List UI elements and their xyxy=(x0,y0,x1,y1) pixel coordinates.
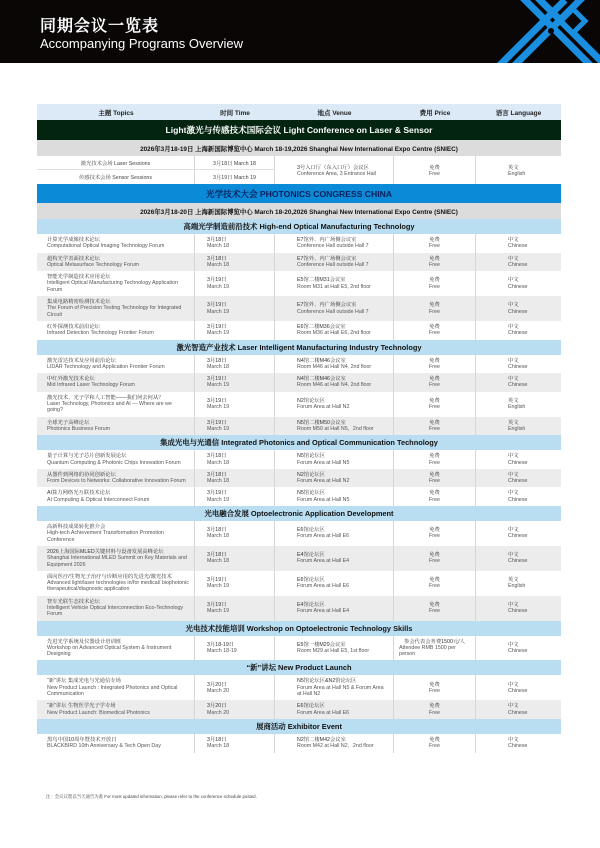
sections-container xyxy=(37,219,561,753)
language-cell: 中文 Chinese xyxy=(508,527,528,540)
page-header xyxy=(0,0,600,63)
time-cell: 3月18日 March 18 xyxy=(195,450,275,469)
price-cell: 免费 Free xyxy=(394,271,476,296)
venue-cell: N5馆二楼M50会议室 Room M50 at Hall N5，2nd floor xyxy=(275,417,394,436)
time-cell: 3月19日 March 19 xyxy=(195,417,275,436)
venue-cell: E4馆论坛区 Forum Area at Hall E4 xyxy=(275,546,394,571)
venue-cell: N5馆论坛区&N2馆论坛区 Forum Area at Hall N5 & Forum Area at Hall N2 xyxy=(275,675,394,700)
table-row xyxy=(37,355,561,374)
time-cell: 3月19日 March 19 xyxy=(195,271,275,296)
section-title: 展商活动 Exhibitor Event xyxy=(37,719,561,734)
language-cell: 中文 Chinese xyxy=(508,357,528,370)
language-cell: 中文 Chinese xyxy=(508,552,528,565)
table-row xyxy=(37,596,561,621)
table-row xyxy=(37,675,561,700)
time-cell: 3月18日 March 18 xyxy=(195,234,275,253)
table-row xyxy=(37,234,561,253)
language-cell: 中文 Chinese xyxy=(508,681,528,694)
table-row xyxy=(37,271,561,296)
price-cell: 免费 Free xyxy=(394,373,476,392)
time-cell: 3月19日 March 19 xyxy=(195,487,275,506)
light-conference-title: Light激光与传感技术国际会议 Light Conference on Laser & Sensor xyxy=(37,120,561,140)
price-cell: 免费 Free xyxy=(394,469,476,488)
section-title: 高端光学制造前沿技术 High-end Optical Manufacturing Technology xyxy=(37,219,561,234)
price-cell: 免费 Free xyxy=(394,321,476,340)
table-row xyxy=(37,321,561,340)
price-cell: 免费 Free xyxy=(394,253,476,272)
language-cell: 中文 Chinese xyxy=(508,471,528,485)
table-row xyxy=(37,373,561,392)
venue-cell: E7馆外、内广场侧会议室 Conference Hall outside Hall 7 xyxy=(275,253,394,272)
diamond-pattern-logo-icon xyxy=(490,0,600,63)
section-title: 光电融合发展 Optoelectronic Application Development xyxy=(37,506,561,521)
time-cell: 3月20日 March 20 xyxy=(195,675,275,700)
time-cell: 3月18-19日 March 18-19 xyxy=(195,636,275,661)
topic-cell: 超构光学表面技术论坛 Optical Metasurface Technology Forum xyxy=(37,253,195,272)
price-cell: 免费 Free xyxy=(394,675,476,700)
price-cell: 免费 Free xyxy=(394,521,476,546)
topic-cell: 黑鸟中国10周年暨技术开放日 BLACKBIRD 10th Anniversary & Tech Open Day xyxy=(37,734,195,753)
time-cell: 3月19日 March 19 xyxy=(195,373,275,392)
time-cell: 3月19日 March 19 xyxy=(195,596,275,621)
venue-cell: N5馆论坛区 Forum Area at Hall N5 xyxy=(275,487,394,506)
topic-cell: 全球光子高峰论坛 Photonics Business Forum xyxy=(37,417,195,436)
table-row xyxy=(37,571,561,596)
topic-cell: AI算力网络光互联技术论坛 AI Computing & Optical Interconnect Forum xyxy=(37,487,195,506)
venue-cell: E5馆一楼M29会议室 Room M29 at Hall E5, 1st floor xyxy=(275,636,394,661)
price-cell: 免费 Free xyxy=(394,700,476,719)
photonics-congress-title: 光学技术大会 PHOTONICS CONGRESS CHINA xyxy=(37,184,561,203)
topic-cell: 从器件到网络的协同创新论坛 From Devices to Networks: Collaborative Innovation Forum xyxy=(37,469,195,488)
photonics-congress-date-venue: 2026年3月18-20日 上海新国际博览中心 March 18-20,2026 Shanghai New International Expo Centre (SNIEC) xyxy=(37,203,561,219)
table-row xyxy=(37,700,561,719)
session-time: 3月19日 March 19 xyxy=(195,170,275,184)
col-price: 费用 Price xyxy=(419,109,451,117)
price-cell: 免费 Free xyxy=(394,487,476,506)
col-venue: 地点 Venue xyxy=(317,109,352,117)
price-cell: 免费 Free xyxy=(394,392,476,417)
price-cell: 免费 Free xyxy=(394,546,476,571)
language-cell: 中文 Chinese xyxy=(508,277,528,290)
table-row xyxy=(37,392,561,417)
venue-cell: E7馆外、内广场侧会议室 Conference Hall outside Hall 7 xyxy=(275,296,394,321)
language-cell: 中文 Chinese xyxy=(508,736,528,750)
time-cell: 3月19日 March 19 xyxy=(195,296,275,321)
topic-cell: 智车光联生态技术论坛 Intelligent Vehicle Optical Interconnection Eco-Technology Forum xyxy=(37,596,195,621)
topic-cell: 量子计算与光子芯片创新发展论坛 Quantum Computing & Photonic Chips Innovation Forum xyxy=(37,450,195,469)
topic-cell: 红外探测技术前沿论坛 Infrared Detection Technology Frontier Forum xyxy=(37,321,195,340)
language-cell: 英文 English xyxy=(508,576,526,590)
topic-cell: 2026上海国际MLED关键材料与设备发展高峰论坛 Shanghai International MLED Summit on Key Materials and Equipment 2026 xyxy=(37,546,195,571)
language-cell: 英文 English xyxy=(508,397,526,411)
price-cell: 免费 Free xyxy=(394,234,476,253)
section-title: 激光智造产业技术 Laser Intelligent Manufacturing Industry Technology xyxy=(37,340,561,355)
table-row xyxy=(37,521,561,546)
venue-cell: E5馆二楼M31会议室 Room M31 at Hall E5, 2nd floor xyxy=(275,271,394,296)
session-language: 英文 English xyxy=(508,165,526,177)
table-row xyxy=(37,487,561,506)
programs-table xyxy=(37,104,561,753)
venue-cell: E6馆论坛区 Forum Area at Hall E6 xyxy=(275,700,394,719)
venue-cell: N2馆二楼M42会议室 Room M42 at Hall N2，2nd floor xyxy=(275,734,394,753)
venue-cell: E6馆二楼M36会议室 Room M36 at Hall E6, 2nd floor xyxy=(275,321,394,340)
session-price: 免费 Free xyxy=(394,156,476,184)
column-headers xyxy=(37,104,561,120)
section-title: “新”讲坛 New Product Launch xyxy=(37,660,561,675)
table-row xyxy=(37,734,561,753)
time-cell: 3月18日 March 18 xyxy=(195,521,275,546)
time-cell: 3月19日 March 19 xyxy=(195,392,275,417)
topic-cell: “新”讲坛 集成光电与光通信专场 New Product Launch : Integrated Photonics and Optical Communication xyxy=(37,675,195,700)
time-cell: 3月18日 March 18 xyxy=(195,355,275,374)
price-cell: 免费 Free xyxy=(394,450,476,469)
col-topics: 主题 Topics xyxy=(98,109,134,117)
language-cell: 中文 Chinese xyxy=(508,302,528,315)
topic-cell: 面向医疗/生物光子治疗与诊断应用的先进光/激光技术 Advanced light/laser technologies in/for medical/ biophotonic therapeutical/diagnostic application xyxy=(37,571,195,596)
topic-cell: 计算光学成像技术论坛 Computational Optical Imaging Technology Forum xyxy=(37,234,195,253)
col-time: 时间 Time xyxy=(220,109,250,117)
topic-cell: 高新科技成果转化推介会 High-tech Achievement Transformation Promotion Conference xyxy=(37,521,195,546)
language-cell: 中文 Chinese xyxy=(508,453,528,466)
topic-cell: 集成电路精密检测技术论坛 The Forum of Precision Testing Technology for Integrated Circuit xyxy=(37,296,195,321)
table-row xyxy=(37,636,561,661)
topic-cell: 中红外激光技术论坛 Mid Infrared Laser Technology Forum xyxy=(37,373,195,392)
topic-cell: 激光技术、光子学和人工智能——我们何去何从？ Laser Technology, Photonics and AI — Where are we going? xyxy=(37,392,195,417)
time-cell: 3月18日 March 18 xyxy=(195,253,275,272)
table-row xyxy=(37,156,275,170)
language-cell: 英文 English xyxy=(508,419,526,432)
topic-cell: 智能光学制造技术应用论坛 Intelligent Optical Manufacturing Technology Application Forum xyxy=(37,271,195,296)
language-cell: 中文 Chinese xyxy=(508,641,528,655)
session-topic: 传感技术会场 Sensor Sessions xyxy=(37,170,195,184)
time-cell: 3月18日 March 18 xyxy=(195,734,275,753)
time-cell: 3月18日 March 18 xyxy=(195,546,275,571)
time-cell: 3月20日 March 20 xyxy=(195,700,275,719)
venue-cell: E6馆论坛区 Forum Area at Hall E6 xyxy=(275,521,394,546)
venue-cell: N4馆二楼M46会议室 Room M46 at Hall N4, 2nd floor xyxy=(275,355,394,374)
language-cell: 中文 Chinese xyxy=(508,376,528,389)
language-cell: 中文 Chinese xyxy=(508,490,528,503)
session-topic: 激光技术会场 Laser Sessions xyxy=(37,156,195,169)
venue-cell: N5馆论坛区 Forum Area at Hall N5 xyxy=(275,450,394,469)
page-title-cn: 同期会议一览表 xyxy=(40,16,160,35)
section-title: 光电技术技能培训 Workshop on Optoelectronic Technology Skills xyxy=(37,621,561,636)
session-time: 3月18日 March 18 xyxy=(195,156,275,169)
price-cell: 免费 Free xyxy=(394,417,476,436)
language-cell: 中文 Chinese xyxy=(508,323,528,337)
price-cell: 免费 Free xyxy=(394,355,476,374)
table-row xyxy=(37,253,561,272)
time-cell: 3月19日 March 19 xyxy=(195,571,275,596)
section-title: 集成光电与光通信 Integrated Photonics and Optical Communication Technology xyxy=(37,435,561,450)
price-cell: 免费 Free xyxy=(394,734,476,753)
session-venue: 3号入口厅（东入口厅）会议区 Conference Area, 3 Entrance Hall xyxy=(275,156,394,184)
time-cell: 3月19日 March 19 xyxy=(195,321,275,340)
table-row xyxy=(37,170,275,184)
table-row xyxy=(37,296,561,321)
language-cell: 中文 Chinese xyxy=(508,255,528,268)
venue-cell: N2馆论坛区 Forum Area at Hall N2 xyxy=(275,469,394,488)
venue-cell: E4馆论坛区 Forum Area at Hall E4 xyxy=(275,596,394,621)
venue-cell: N4馆二楼M46会议室 Room M46 at Hall N4, 2nd floor xyxy=(275,373,394,392)
table-row xyxy=(37,450,561,469)
light-conference-date-venue: 2026年3月18-19日 上海新国际博览中心 March 18-19,2026 Shanghai New International Expo Centre (SNIEC) xyxy=(37,140,561,156)
topic-cell: 先进光学系统及仪器设计培训班 Workshop on Advanced Optical System & Instrument Designing xyxy=(37,636,195,661)
table-row xyxy=(37,417,561,436)
price-cell: 参会代表会务费1500元/人 Attendee RMB 1500 per person xyxy=(394,636,476,661)
language-cell: 中文 Chinese xyxy=(508,601,528,615)
table-row xyxy=(37,546,561,571)
col-language: 语言 Language xyxy=(495,109,542,117)
page-title-en: Accompanying Programs Overview xyxy=(40,36,244,51)
topic-cell: “新”讲坛 生物医学光子学专场 New Product Launch: Biomedical Photonics xyxy=(37,700,195,719)
footnote: 注：会议议程以当天通告为准 For most updated information, please refer to the conference schedule posted. xyxy=(46,794,257,799)
table-row xyxy=(37,469,561,488)
venue-cell: E7馆外、内广场侧会议室 Conference Hall outside Hall 7 xyxy=(275,234,394,253)
time-cell: 3月18日 March 18 xyxy=(195,469,275,488)
venue-cell: N2馆论坛区 Forum Area at Hall N2 xyxy=(275,392,394,417)
venue-cell: E6馆论坛区 Forum Area at Hall E6 xyxy=(275,571,394,596)
language-cell: 中文 Chinese xyxy=(508,703,528,716)
price-cell: 免费 Free xyxy=(394,296,476,321)
price-cell: 免费 Free xyxy=(394,571,476,596)
light-conference-sessions xyxy=(37,156,561,184)
price-cell: 免费 Free xyxy=(394,596,476,621)
topic-cell: 激光雷达技术及应用前沿论坛 LIDAR Technology and Application Frontier Forum xyxy=(37,355,195,374)
language-cell: 中文 Chinese xyxy=(508,237,528,250)
